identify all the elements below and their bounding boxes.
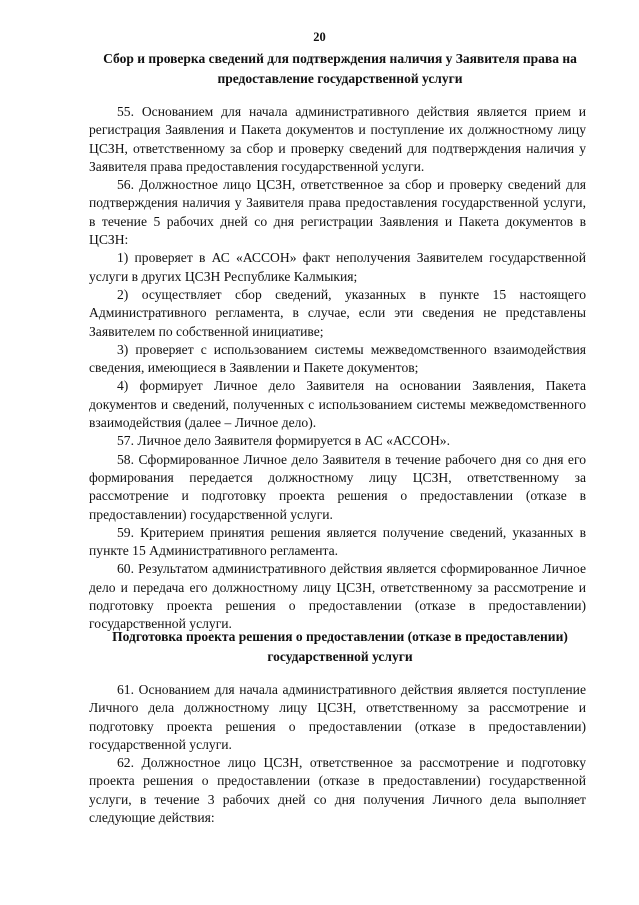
section-heading-decision-draft: Подготовка проекта решения о предоставлении (отказе в предоставлении) государственной услуги bbox=[112, 629, 568, 664]
paragraph-55: 55. Основанием для начала административного действия является прием и регистрация Заявления и Пакета документов и поступление их должностному лицу ЦСЗН, ответственному за сбор и проверку сведений для подтверждения наличия у Заявителя права предоставления государственной услуги. bbox=[89, 104, 586, 174]
paragraph-61: 61. Основанием для начала административного действия является поступление Личного дела должностному лицу ЦСЗН, ответственному за рассмотрение и подготовку проекта решения о предоставлении (отказе в предоставлении) государственной услуги. bbox=[89, 682, 586, 752]
paragraph-59: 59. Критерием принятия решения является получение сведений, указанных в пункте 15 Административного регламента. bbox=[89, 524, 586, 559]
paragraph-56: 56. Должностное лицо ЦСЗН, ответственное за сбор и проверку сведений для подтверждения наличия у Заявителя права предоставления государственной услуги, в течение 5 рабочих дней со дня регистрации Заявления и Пакета документов в ЦСЗН: bbox=[89, 177, 586, 248]
paragraph-56-item-2: 2) осуществляет сбор сведений, указанных в пункте 15 настоящего Административного регламента, в случае, если эти сведения не представлены Заявителем по собственной инициативе; bbox=[89, 286, 586, 339]
page-number: 20 bbox=[313, 30, 326, 44]
paragraph-56-item-3: 3) проверяет с использованием системы межведомственного взаимодействия сведения, имеющиеся в Заявлении и Пакете документов; bbox=[89, 341, 586, 376]
paragraph-56-item-1: 1) проверяет в АС «АССОН» факт неполучения Заявителем государственной услуги в других ЦСЗН Республике Калмыкия; bbox=[89, 250, 586, 284]
section-data-collection bbox=[89, 103, 586, 634]
paragraph-56-item-4: 4) формирует Личное дело Заявителя на основании Заявления, Пакета документов и сведений, полученных с использованием системы межведомственного взаимодействия (далее – Личное дело). bbox=[89, 378, 586, 431]
paragraph-58: 58. Сформированное Личное дело Заявителя в течение рабочего дня со дня его формирования передается должностному лицу ЦСЗН, ответственному за рассмотрение и подготовку проекта решения о предоставлении (отказе в предоставлении) государственной услуги. bbox=[89, 451, 586, 522]
paragraph-62: 62. Должностное лицо ЦСЗН, ответственное за рассмотрение и подготовку проекта решения о предоставлении (отказе в предоставлении) государственной услуги, в течение 3 рабочих дней со дня получения Личного дела выполняет следующие действия: bbox=[89, 755, 586, 826]
paragraph-57: 57. Личное дело Заявителя формируется в АС «АССОН». bbox=[117, 433, 450, 449]
paragraph-60: 60. Результатом административного действия является сформированное Личное дело и передача его должностному лицу ЦСЗН, ответственному за рассмотрение и подготовку проекта решения о предоставлении (отказе в предоставлении) государственной услуги. bbox=[89, 561, 586, 632]
section-decision-draft bbox=[89, 681, 586, 827]
section-heading-data-collection: Сбор и проверка сведений для подтверждения наличия у Заявителя права на предоставление государственной услуги bbox=[103, 51, 577, 86]
